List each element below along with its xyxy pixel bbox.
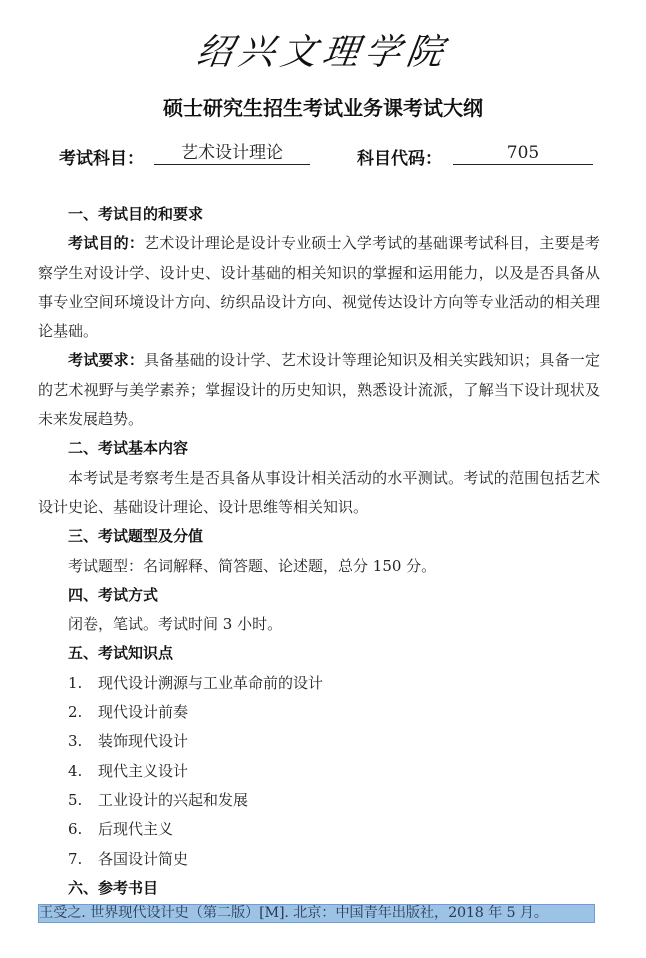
list-item xyxy=(38,757,600,786)
list-number: 3. xyxy=(68,732,83,751)
section-heading-5: 五、考试知识点 xyxy=(68,644,174,663)
list-item xyxy=(38,786,600,815)
requirement-paragraph xyxy=(38,346,600,434)
list-number: 1. xyxy=(68,673,83,692)
list-number: 7. xyxy=(68,849,83,868)
subject-label: 考试科目： xyxy=(59,149,144,169)
section-heading-1: 一、考试目的和要求 xyxy=(68,205,204,223)
requirement-text: 具备基础的设计学、艺术设计等理论知识及相关实践知识；具备一定的艺术视野与美学素养；掌握设计的历史知识，熟悉设计流派，了解当下设计现状及未来发展趋势。 xyxy=(38,351,600,429)
list-number: 2. xyxy=(68,703,83,722)
list-text: 后现代主义 xyxy=(98,820,174,839)
list-number: 5. xyxy=(68,790,83,809)
requirement-lead: 考试要求： xyxy=(68,351,145,370)
list-item xyxy=(38,698,600,727)
list-text: 现代设计溯源与工业革命前的设计 xyxy=(98,673,324,692)
list-number: 6. xyxy=(68,820,83,839)
subject-value: 艺术设计理论 xyxy=(154,142,310,165)
purpose-text: 艺术设计理论是设计专业硕士入学考试的基础课考试科目，主要是考察学生对设计学、设计史、设计基础的相关知识的掌握和运用能力，以及是否具备从事专业空间环境设计方向、纺织品设计方向、视觉传达设计方向等专业活动的相关理论基础。 xyxy=(38,234,600,341)
exam-method-text: 闭卷，笔试。考试时间 3 小时。 xyxy=(68,615,283,634)
list-text: 装饰现代设计 xyxy=(98,732,189,751)
document-body xyxy=(38,200,600,903)
section-heading-6: 六、参考书目 xyxy=(68,878,159,897)
list-item xyxy=(38,669,600,698)
reference-selected-text[interactable]: 王受之. 世界现代设计史（第二版）[M]. 北京：中国青年出版社，2018 年 5 月。 xyxy=(38,904,595,923)
list-text: 现代设计前奏 xyxy=(98,703,189,722)
section-heading-3: 三、考试题型及分值 xyxy=(68,527,204,546)
purpose-paragraph xyxy=(38,229,600,346)
list-item xyxy=(38,845,600,874)
section-heading-4: 四、考试方式 xyxy=(68,585,159,604)
section-heading-2: 二、考试基本内容 xyxy=(68,439,189,458)
subject-row xyxy=(59,144,599,170)
content-paragraph: 本考试是考察考生是否具备从事设计相关活动的水平测试。考试的范围包括艺术设计史论、基础设计理论、设计思维等相关知识。 xyxy=(38,468,600,516)
list-text: 各国设计简史 xyxy=(98,849,189,868)
list-number: 4. xyxy=(68,761,83,780)
document-title: 硕士研究生招生考试业务课考试大纲 xyxy=(163,96,483,120)
school-logo: 绍兴文理学院 xyxy=(193,32,452,73)
list-item xyxy=(38,815,600,844)
code-label: 科目代码： xyxy=(357,149,442,169)
list-text: 现代主义设计 xyxy=(98,761,189,780)
code-value: 705 xyxy=(453,142,593,165)
list-text: 工业设计的兴起和发展 xyxy=(98,790,249,809)
question-types-text: 考试题型：名词解释、简答题、论述题，总分 150 分。 xyxy=(68,556,437,575)
purpose-lead: 考试目的： xyxy=(68,234,145,253)
list-item xyxy=(38,727,600,756)
